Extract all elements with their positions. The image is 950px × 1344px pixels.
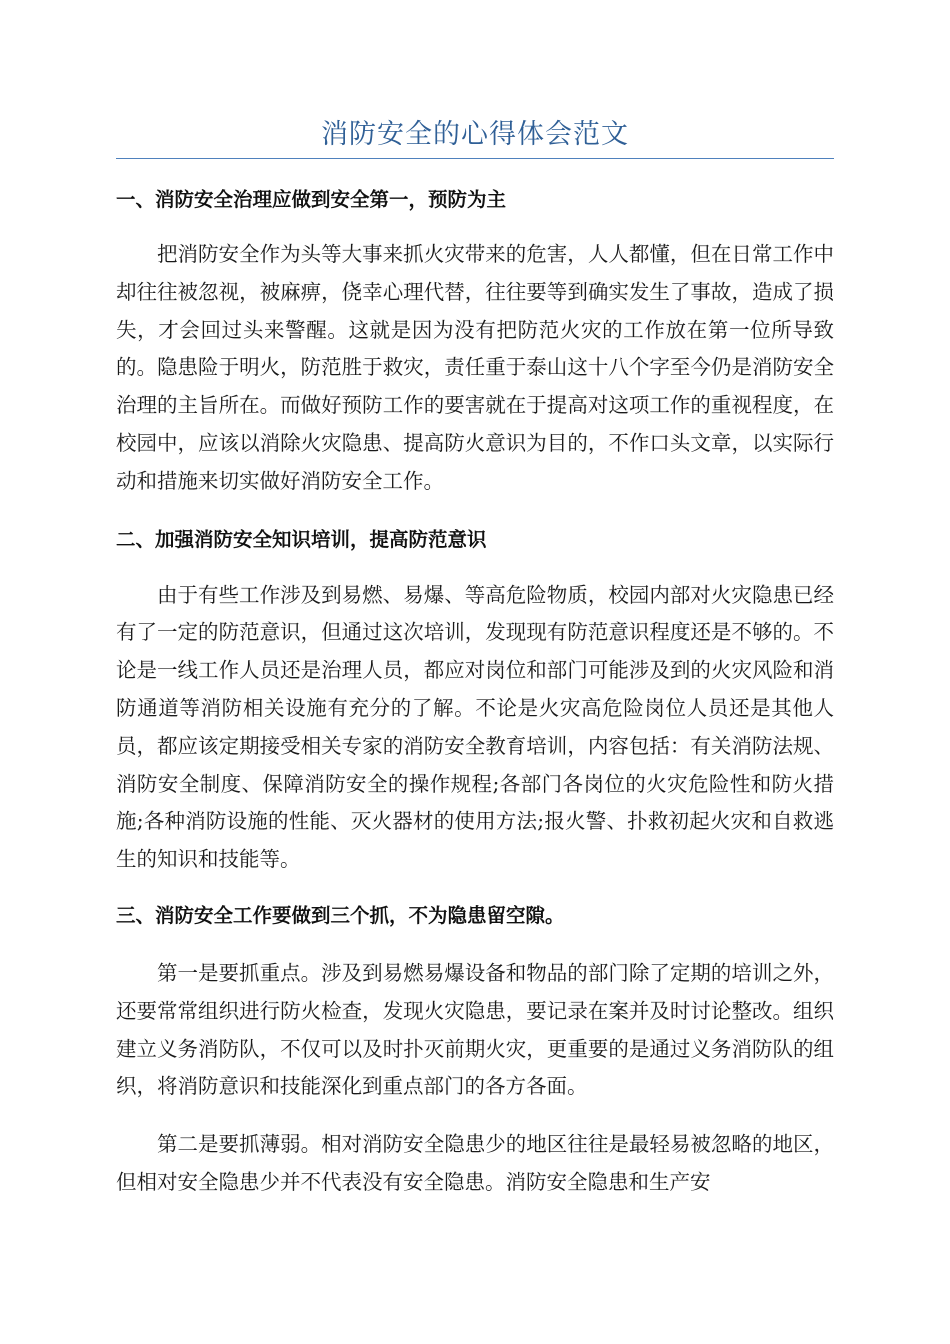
- section-heading-2: 二、加强消防安全知识培训，提高防范意识: [116, 527, 487, 551]
- document-title: 消防安全的心得体会范文: [116, 0, 834, 159]
- section-3-paragraph-1: 第一是要抓重点。涉及到易燃易爆设备和物品的部门除了定期的培训之外，还要常常组织进行防火检查，发现火灾隐患，要记录在案并及时讨论整改。组织建立义务消防队，不仅可以及时扑灭前期火灾，更重要的是通过义务消防队的组织，将消防意识和技能深化到重点部门的各方各面。: [116, 960, 834, 1099]
- section-3-paragraph-2: 第二是要抓薄弱。相对消防安全隐患少的地区往往是最轻易被忽略的地区，但相对安全隐患少并不代表没有安全隐患。消防安全隐患和生产安: [116, 1132, 834, 1194]
- section-1-paragraph: 把消防安全作为头等大事来抓火灾带来的危害，人人都懂，但在日常工作中却往往被忽视，被麻痹，侥幸心理代替，往往要等到确实发生了事故，造成了损失，才会回过头来警醒。这就是因为没有把防范火灾的工作放在第一位所导致的。隐患险于明火，防范胜于救灾，责任重于泰山这十八个字至今仍是消防安全治理的主旨所在。而做好预防工作的要害就在于提高对这项工作的重视程度，在校园中，应该以消除火灾隐患、提高防火意识为目的，不作口头文章，以实际行动和措施来切实做好消防安全工作。: [116, 242, 834, 493]
- document-page: [116, 0, 834, 1202]
- section-2-paragraph: 由于有些工作涉及到易燃、易爆、等高危险物质，校园内部对火灾隐患已经有了一定的防范意识，但通过这次培训，发现现有防范意识程度还是不够的。不论是一线工作人员还是治理人员，都应对岗位和部门可能涉及到的火灾风险和消防通道等消防相关设施有充分的了解。不论是火灾高危险岗位人员还是其他人员，都应该定期接受相关专家的消防安全教育培训，内容包括：有关消防法规、消防安全制度、保障消防安全的操作规程;各部门各岗位的火灾危险性和防火措施;各种消防设施的性能、灭火器材的使用方法;报火警、扑救初起火灾和自救逃生的知识和技能等。: [116, 582, 834, 872]
- section-heading-1: 一、消防安全治理应做到安全第一，预防为主: [116, 188, 507, 211]
- section-heading-3: 三、消防安全工作要做到三个抓，不为隐患留空隙。: [116, 903, 565, 927]
